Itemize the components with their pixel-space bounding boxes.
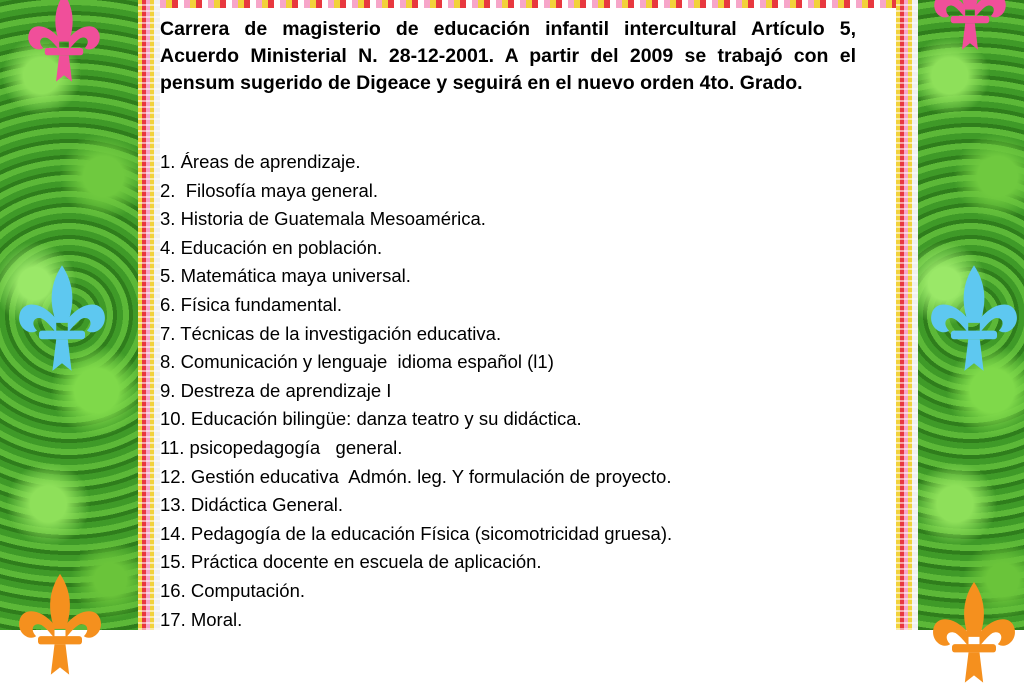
list-item: 10. Educación bilingüe: danza teatro y su didáctica. xyxy=(160,408,582,430)
list-item: 16. Computación. xyxy=(160,579,306,601)
document-panel xyxy=(160,8,896,630)
fleur-de-lis-pink-icon xyxy=(920,0,1020,56)
list-item: 1. Áreas de aprendizaje. xyxy=(160,151,361,172)
list-item: 12. Gestión educativa Admón. leg. Y formulación de proyecto. xyxy=(160,465,672,487)
fleur-de-lis-orange-icon xyxy=(10,572,110,682)
list-item: 15. Práctica docente en escuela de aplicación. xyxy=(160,551,542,573)
list-item: 9. Destreza de aprendizaje I xyxy=(160,379,392,401)
fleur-de-lis-blue-icon xyxy=(926,262,1022,380)
top-ribbon-border xyxy=(160,0,896,8)
left-ribbon-border xyxy=(138,0,160,630)
list-item: 2. Filosofía maya general. xyxy=(160,179,378,201)
list-item: 3. Historia de Guatemala Mesoamérica. xyxy=(160,208,486,230)
list-item: 7. Técnicas de la investigación educativa. xyxy=(160,322,502,344)
list-item: 5. Matemática maya universal. xyxy=(160,265,411,287)
right-ribbon-border xyxy=(896,0,918,630)
list-item: 6. Física fundamental. xyxy=(160,293,343,315)
fleur-de-lis-orange-icon xyxy=(926,580,1022,690)
list-item: 8. Comunicación y lenguaje idioma español (l1) xyxy=(160,351,554,373)
document-heading: Carrera de magisterio de educación infantil intercultural Artículo 5, Acuerdo Ministerial N. 28-12-2001. A partir del 2009 se trabajó con el pensum sugerido de Digeace y seguirá en el nuevo orden 4to. Grado. xyxy=(160,18,856,94)
fleur-de-lis-blue-icon xyxy=(14,262,110,380)
list-item: 14. Pedagogía de la educación Física (sicomotricidad gruesa). xyxy=(160,522,673,544)
fleur-de-lis-pink-icon xyxy=(14,0,114,88)
list-item: 17. Moral. xyxy=(160,608,243,630)
course-list xyxy=(160,148,672,634)
list-item: 4. Educación en población. xyxy=(160,236,383,258)
list-item: 11. psicopedagogía general. xyxy=(160,436,403,458)
list-item: 13. Didáctica General. xyxy=(160,494,344,516)
